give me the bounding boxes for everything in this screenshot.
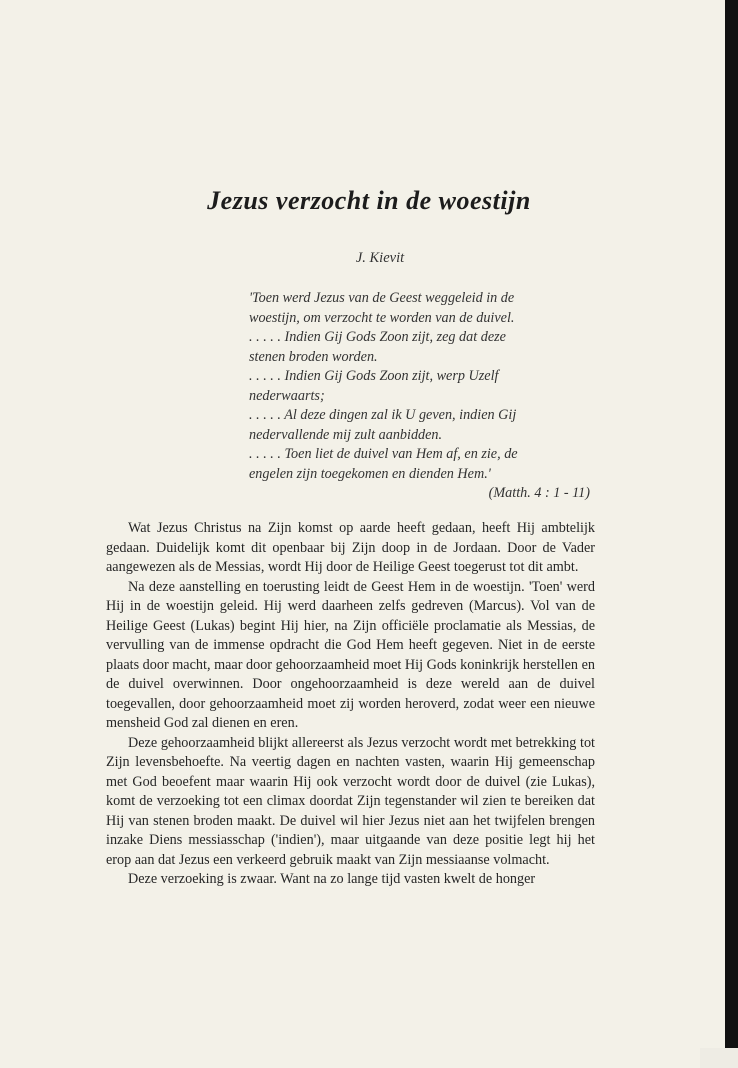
page-corner — [700, 1048, 738, 1068]
epigraph-line: . . . . . Al deze dingen zal ik U geven, indien Gij — [249, 407, 517, 423]
epigraph-line: engelen zijn toegekomen en dienden Hem.' — [249, 465, 491, 482]
epigraph-line: . . . . . Indien Gij Gods Zoon zijt, werp Uzelf — [249, 368, 499, 384]
epigraph-line: nedervallende mij zult aanbidden. — [249, 426, 443, 443]
article-body — [106, 519, 595, 890]
epigraph-line: stenen broden worden. — [249, 348, 378, 365]
body-paragraph: Deze gehoorzaamheid blijkt allereerst als Jezus verzocht wordt met betrekking tot Zijn levensbehoefte. Na veertig dagen en nachten vasten, waarin Hij gemeenschap met God beoefent maar waarin Hij ook verzocht wordt door de duivel (zie Lukas), komt de verzoeking tot een climax doordat Zijn tegenstander wil zien te bereiken dat Hij van stenen broden maakt. De duivel wil hier Jezus niet aan het twijfelen brengen inzake Diens messiasschap ('indien'), maar uitgaande van deze positie legt hij het erop aan dat Jezus een verkeerd gebruik maakt van Zijn messiaanse volmacht. — [106, 734, 595, 868]
epigraph-line: woestijn, om verzocht te worden van de duivel. — [249, 309, 515, 326]
article-title: Jezus verzocht in de woestijn — [207, 186, 531, 215]
page-edge — [725, 0, 738, 1068]
epigraph-line: nederwaarts; — [249, 387, 325, 404]
body-paragraph: Deze verzoeking is zwaar. Want na zo lange tijd vasten kwelt de honger — [128, 871, 536, 887]
epigraph-quote — [249, 289, 594, 504]
epigraph-line: . . . . . Indien Gij Gods Zoon zijt, zeg dat deze — [249, 329, 506, 345]
epigraph-line: . . . . . Toen liet de duivel van Hem af, en zie, de — [249, 446, 518, 462]
body-paragraph: Na deze aanstelling en toerusting leidt de Geest Hem in de woestijn. 'Toen' werd Hij in de woestijn geleid. Hij werd daarheen zelfs gedreven (Marcus). Vol van de Heilige Geest (Lukas) begint Hij hier, na Zijn officiële proclamatie als Messias, de vervulling van de immense opdracht die God Hem heeft gegeven. Niet in de eerste plaats door macht, maar door gehoorzaamheid moet Hij Gods koninkrijk herstellen en de duivel overwinnen. Door ongehoorzaamheid is deze wereld aan de duivel toegevallen, door gehoorzaamheid moet zij worden heroverd, zodat weer een nieuwe mensheid God zal dienen en eren. — [106, 578, 595, 731]
scripture-reference: (Matth. 4 : 1 - 11) — [488, 485, 590, 501]
author-name: J. Kievit — [355, 250, 405, 266]
body-paragraph: Wat Jezus Christus na Zijn komst op aarde heeft gedaan, heeft Hij ambtelijk gedaan. Duidelijk komt dit openbaar bij Zijn doop in de Jordaan. Door de Vader aangewezen als de Messias, wordt Hij door de Heilige Geest toegerust tot dit ambt. — [106, 520, 595, 575]
epigraph-line: 'Toen werd Jezus van de Geest weggeleid in de — [249, 290, 515, 306]
